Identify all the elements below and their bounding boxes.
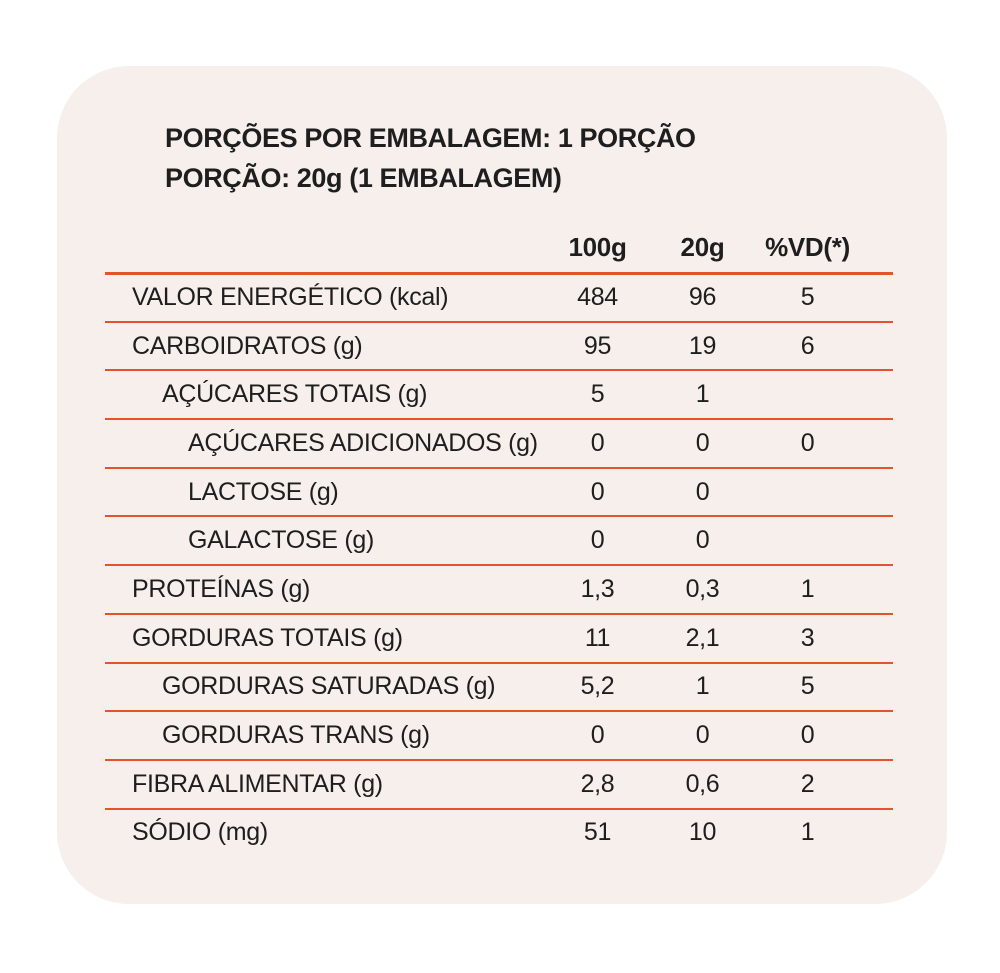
row-label: AÇÚCARES TOTAIS (g) (162, 380, 428, 409)
value-100g: 5,2 (580, 672, 615, 701)
table-row (105, 662, 893, 711)
value-20g: 2,1 (685, 623, 720, 652)
table-header-row (105, 222, 893, 272)
value-20g: 0,6 (685, 769, 720, 798)
value-vd: 0 (800, 721, 815, 750)
value-vd: 3 (800, 623, 815, 652)
value-100g: 11 (584, 623, 611, 652)
value-vd: 1 (800, 818, 815, 847)
value-vd: 1 (800, 574, 815, 603)
row-label: VALOR ENERGÉTICO (kcal) (132, 283, 449, 312)
serving-size: PORÇÃO: 20g (1 EMBALAGEM) (165, 163, 562, 193)
value-100g: 1,3 (580, 574, 615, 603)
value-100g: 0 (590, 526, 605, 555)
value-100g: 51 (583, 818, 612, 847)
value-100g: 5 (590, 380, 605, 409)
nutrition-card (57, 66, 947, 904)
value-20g: 1 (695, 672, 710, 701)
value-20g: 1 (695, 380, 710, 409)
table-row (105, 564, 893, 613)
row-label: AÇÚCARES ADICIONADOS (g) (188, 428, 538, 457)
value-100g: 0 (590, 428, 605, 457)
value-20g: 19 (688, 331, 717, 360)
value-20g: 0 (695, 526, 710, 555)
row-label: GORDURAS SATURADAS (g) (162, 672, 496, 701)
table-row (105, 321, 893, 370)
value-vd: 6 (800, 331, 815, 360)
column-header-vd: %VD(*) (765, 231, 850, 262)
value-20g: 96 (688, 283, 717, 312)
nutrition-table (105, 222, 893, 856)
value-100g: 0 (590, 721, 605, 750)
value-vd: 5 (800, 672, 815, 701)
value-vd: 2 (800, 769, 815, 798)
value-100g: 95 (583, 331, 612, 360)
table-row (105, 467, 893, 516)
servings-per-package: PORÇÕES POR EMBALAGEM: 1 PORÇÃO (165, 123, 696, 153)
table-row (105, 808, 893, 857)
value-20g: 0,3 (685, 574, 720, 603)
value-100g: 0 (590, 477, 605, 506)
column-header-20g: 20g (680, 231, 725, 262)
row-label: LACTOSE (g) (188, 477, 339, 506)
value-100g: 2,8 (580, 769, 615, 798)
table-row (105, 515, 893, 564)
value-20g: 0 (695, 428, 710, 457)
serving-info (165, 118, 696, 198)
row-label: GORDURAS TOTAIS (g) (132, 623, 403, 652)
table-row (105, 369, 893, 418)
table-row (105, 759, 893, 808)
row-label: FIBRA ALIMENTAR (g) (132, 769, 383, 798)
value-100g: 484 (577, 283, 618, 312)
row-label: GORDURAS TRANS (g) (162, 721, 430, 750)
value-20g: 10 (688, 818, 717, 847)
row-label: SÓDIO (mg) (132, 818, 268, 847)
table-row (105, 613, 893, 662)
column-header-100g: 100g (568, 231, 627, 262)
row-label: CARBOIDRATOS (g) (132, 331, 363, 360)
table-row (105, 272, 893, 321)
table-row (105, 710, 893, 759)
row-label: PROTEÍNAS (g) (132, 574, 311, 603)
table-row (105, 418, 893, 467)
value-vd: 0 (800, 428, 815, 457)
value-vd: 5 (800, 283, 815, 312)
row-label: GALACTOSE (g) (188, 526, 374, 555)
value-20g: 0 (695, 721, 710, 750)
value-20g: 0 (695, 477, 710, 506)
